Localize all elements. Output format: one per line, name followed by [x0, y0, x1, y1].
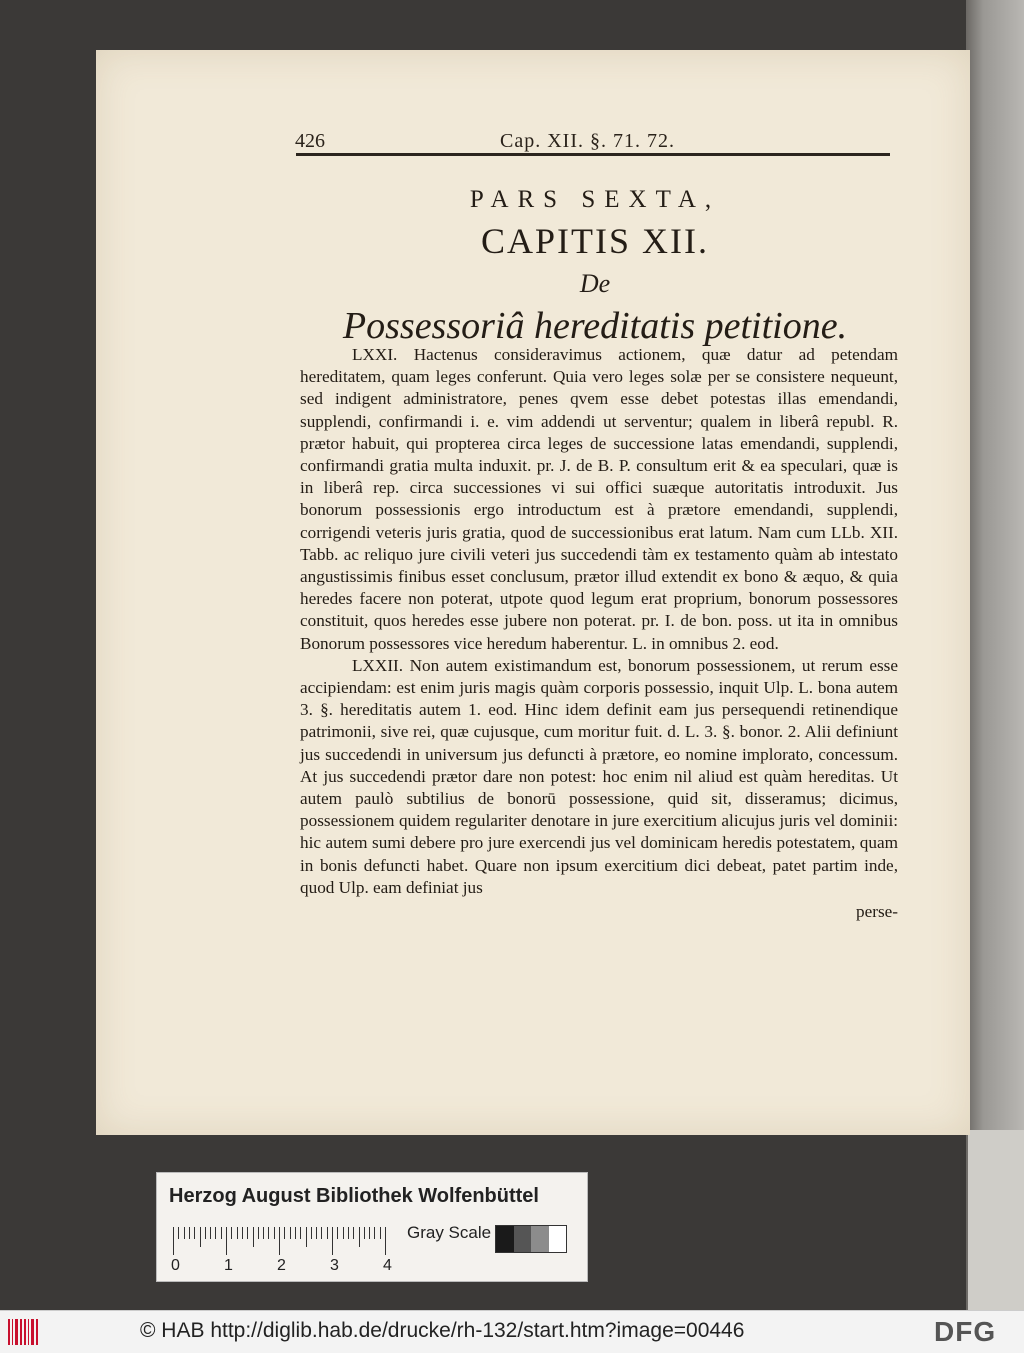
- gray-scale-bar: [495, 1225, 567, 1253]
- ruler-tick: [316, 1227, 317, 1239]
- scale-ruler: [173, 1227, 393, 1255]
- paragraph-72: LXXII. Non autem existimandum est, bonorum possessionem, ut rerum esse accipiendam: est enim juris magis quàm corporis possessio, inquit Ulp. L. bona autem 3. §. hereditatis autem 1. eod. Hinc idem definit eam jus persequendi retinendique patrimonii, sive rei, quæ cujusque, cum moritur fuit. d. L. 3. §. bonor. 2. Alii definiunt jus succedendi in universum jus defuncti à prætore, eo nomine implorato, concessum. At jus succedendi prætor dare non potest: hoc enim nil aliud est quàm hereditas. Ut autem paulò subtilius de bonorū possessione, quid sit, disseramus; dicimus, possessionem quidem regulariter denotare in jure exercitium alicujus juris vel dominii: hic autem sumi debere pro jure exercendi jus vel dominicam heredis potestatem, quam in bonis defuncti habet. Quare non ipsum exercitium dici debeat, patet partim inde, quod Ulp. eam definiat jus: [300, 655, 898, 897]
- gray-scale-label: Gray Scale: [407, 1223, 492, 1242]
- barcode-bar: [28, 1319, 29, 1345]
- ruler-number: 2: [277, 1257, 286, 1274]
- ruler-tick: [221, 1227, 222, 1239]
- ruler-tick: [258, 1227, 259, 1239]
- adjacent-page-edge: [966, 0, 1024, 1310]
- chapter-heading: CAPITIS XII.: [481, 221, 709, 261]
- running-chapter: Cap. XII. §. 71. 72.: [500, 130, 675, 152]
- barcode-bar: [36, 1319, 38, 1345]
- body-text: [300, 344, 898, 923]
- ruler-tick: [178, 1227, 179, 1239]
- ruler-tick: [348, 1227, 349, 1239]
- library-name: Herzog August Bibliothek Wolfenbüttel: [169, 1185, 539, 1207]
- footer-bar: [0, 1310, 1024, 1353]
- ruler-tick: [279, 1227, 280, 1255]
- gray-swatch: [531, 1226, 549, 1252]
- ruler-tick: [210, 1227, 211, 1239]
- ruler-number: 0: [171, 1257, 180, 1274]
- ruler-tick: [247, 1227, 248, 1239]
- part-heading: PARS SEXTA,: [469, 186, 721, 213]
- ruler-tick: [215, 1227, 216, 1239]
- ruler-tick: [337, 1227, 338, 1239]
- ruler-tick: [268, 1227, 269, 1239]
- ruler-tick: [369, 1227, 370, 1239]
- gray-swatch: [549, 1226, 567, 1252]
- ruler-tick: [364, 1227, 365, 1239]
- ruler-numbers: [167, 1257, 407, 1277]
- ruler-tick: [237, 1227, 238, 1239]
- ruler-tick: [343, 1227, 344, 1239]
- barcode-bar: [12, 1319, 13, 1345]
- ruler-tick: [226, 1227, 227, 1255]
- header-rule: [296, 153, 890, 156]
- gray-swatch: [496, 1226, 514, 1252]
- ruler-tick: [311, 1227, 312, 1239]
- barcode-bar: [24, 1319, 26, 1345]
- ruler-tick: [194, 1227, 195, 1239]
- ruler-tick: [205, 1227, 206, 1239]
- dfg-logo: DFG: [934, 1316, 997, 1347]
- barcode-bar: [15, 1319, 18, 1345]
- ruler-number: 1: [224, 1257, 233, 1274]
- chapter-title-block: [300, 185, 890, 349]
- barcode-bar: [31, 1319, 34, 1345]
- ruler-tick: [189, 1227, 190, 1239]
- ruler-tick: [290, 1227, 291, 1239]
- ruler-tick: [284, 1227, 285, 1239]
- gray-swatch: [514, 1226, 532, 1252]
- chapter-subtitle: Possessoriâ hereditatis petitione.: [342, 305, 848, 347]
- ruler-number: 4: [383, 1257, 392, 1274]
- catchword: perse-: [856, 902, 898, 922]
- ruler-tick: [359, 1227, 360, 1247]
- ruler-tick: [263, 1227, 264, 1239]
- ruler-tick: [380, 1227, 381, 1239]
- running-head: [200, 80, 890, 152]
- ruler-tick: [173, 1227, 174, 1255]
- ruler-tick: [200, 1227, 201, 1247]
- ruler-tick: [353, 1227, 354, 1239]
- barcode-bar: [8, 1319, 10, 1345]
- library-label-card: [156, 1172, 588, 1282]
- paragraph-71: LXXI. Hactenus consideravimus actionem, quæ datur ad petendam hereditatem, quam leges conferunt. Quia vero leges solæ per se consistere nequeunt, sed indigent administratore, penes qvem esse debet potestas illas emendandi, supplendi, confirmandi i. e. vim addendi ut serventur; qualem in liberâ republ. R. prætor habuit, qui propterea circa leges de successione latas emendandi, supplendi, confirmandi gratia multa induxit. pr. J. de B. P. consultum erit & ea speculari, quæ is in liberâ rep. circa successiones vi sui offici suæque autoritatis introduxit. Jus bonorum possessionis ergo introductum est à prætore emendandi, supplendi, corrigendi veteris juris gratia, quod de successionibus erat latum. Nam cum LLb. XII. Tabb. ac reliquo jure civili veteri jus succedendi tàm ex testamento quàm ab intestato angustissimis finibus esset conclusum, prætor illud extendit ex bono & æquo, & quia heredes facere non poterat, utpote quod legum erat proprium, bonorum possessores constituit, quos heredes esse jubere non poterat. pr. I. de bon. poss. ut ita in omnibus Bonorum possessores vice heredum haberentur. L. in omnibus 2. eod.: [300, 345, 898, 653]
- ruler-tick: [184, 1227, 185, 1239]
- ruler-tick: [321, 1227, 322, 1239]
- ruler-tick: [274, 1227, 275, 1239]
- ruler-tick: [295, 1227, 296, 1239]
- page-number: 426: [295, 130, 325, 152]
- hab-logo-icon: [8, 1319, 38, 1345]
- de-line: De: [579, 269, 611, 298]
- ruler-number: 3: [330, 1257, 339, 1274]
- ruler-tick: [374, 1227, 375, 1239]
- ruler-tick: [253, 1227, 254, 1247]
- footer-credit[interactable]: © HAB http://diglib.hab.de/drucke/rh-132/start.htm?image=00446: [140, 1319, 745, 1342]
- ruler-tick: [306, 1227, 307, 1247]
- ruler-tick: [385, 1227, 386, 1255]
- ruler-tick: [300, 1227, 301, 1239]
- ruler-tick: [327, 1227, 328, 1239]
- ruler-tick: [231, 1227, 232, 1239]
- adjacent-page-lower: [968, 1130, 1024, 1310]
- ruler-tick: [242, 1227, 243, 1239]
- ruler-tick: [332, 1227, 333, 1255]
- barcode-bar: [20, 1319, 21, 1345]
